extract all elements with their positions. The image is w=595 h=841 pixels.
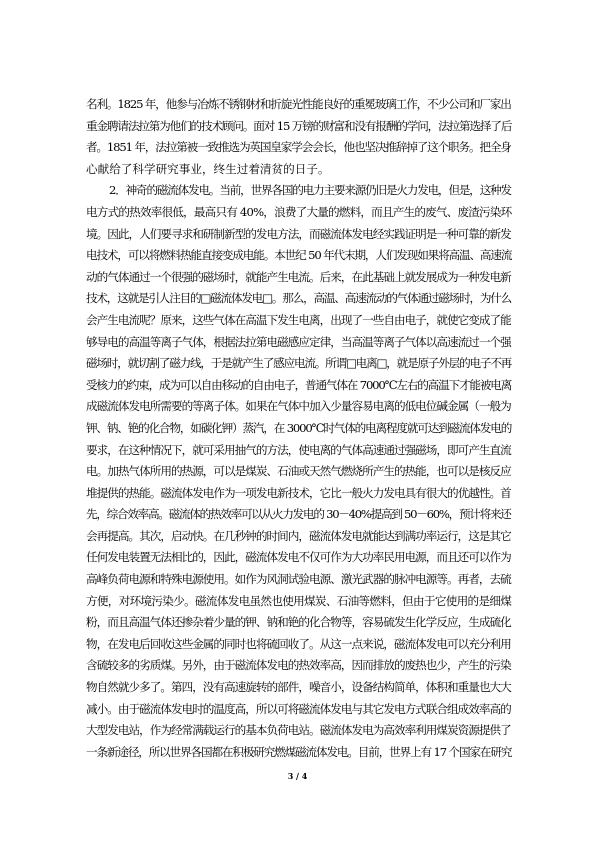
text-line: 够导电的高温等离子气体，根据法拉第电磁感应定律，当高温等离子气体以高速流过一个强 (86, 334, 511, 349)
text-line: 电。加热气体所用的热源，可以是煤炭、石油或天然气燃烧所产生的热能，也可以是核反应 (86, 464, 511, 479)
text-line: 境。因此，人们要寻求和研制新型的发电方法，而磁流体发电经实践证明是一种可靠的新发 (86, 226, 511, 241)
text-line: 电技术，可以将燃料热能直接变成电能。本世纪 50 年代末期，人们发现如果将高温、高速流 (86, 248, 512, 263)
page-body (86, 94, 511, 763)
text-line: 名利。1825 年，他参与冶炼不锈钢材和折旋光性能良好的重冕玻璃工作，不少公司和厂家出 (86, 97, 511, 111)
text-line: 2．神奇的磁流体发电。当前，世界各国的电力主要来源仍旧是火力发电，但是，这种发 (109, 183, 511, 198)
paragraph (86, 180, 511, 763)
text-line: 粉，而且高温气体还掺杂着少量的钾、钠和铯的化合物等，容易硫发生化学反应，生成硫化 (86, 615, 511, 630)
text-line: 钾、钠、铯的化合物，如碳化钾）蒸汽，在 3000℃时气体的电离程度就可达到磁流体发电的 (86, 420, 512, 435)
text-line: 一条新途径，所以世界各国都在积极研究燃煤磁流体发电。目前，世界上有 17 个国家在研究 (86, 744, 512, 759)
text-line: 先，综合效率高。磁流体的热效率可以从火力发电的 30－40%提高到 50－60%，预计将来还 (86, 507, 511, 522)
text-line: 物自然就少多了。第四，没有高速旋转的部件，噪音小，设备结构简单，体积和重量也大大 (86, 680, 511, 695)
paragraph (86, 94, 511, 180)
text-line: 要求，在这种情况下，就可采用抽气的方法，使电离的气体高速通过强磁场，即可产生直流 (86, 442, 511, 457)
text-line: 含硫较多的劣质煤。另外，由于磁流体发电的热效率高，因而排放的废热也少，产生的污染 (86, 658, 511, 673)
text-line: 磁场时，就切割了磁力线，于是就产生了感应电流。所谓□电离□，就是原子外层的电子不再 (86, 356, 512, 371)
text-line: 会产生电流呢？原来，这些气体在高温下发生电离，出现了一些自由电子，就使它变成了能 (86, 312, 511, 327)
text-line: 动的气体通过一个很强的磁场时，就能产生电流。后来，在此基础上就发展成为一种发电新 (86, 269, 511, 284)
text-line: 成磁流体发电所需要的等离子体。如果在气体中加入少量容易电离的低电位碱金属（一般为 (86, 399, 511, 414)
text-line: 高峰负荷电源和特殊电源使用。如作为风洞试验电源、激光武器的脉冲电源等。再者，去硫 (86, 572, 511, 587)
text-line: 者。1851 年，法拉第被一致推选为英国皇家学会会长，他也坚决推辞掉了这个职务。把全身 (86, 140, 511, 155)
text-line: 心献给了科学研究事业，终生过着清贫的日子。 (86, 161, 330, 176)
text-line: 大型发电站，作为经常满载运行的基本负荷电站。磁流体发电为高效率利用煤炭资源提供了 (86, 723, 511, 738)
text-line: 电方式的热效率很低，最高只有 40%，浪费了大量的燃料，而且产生的废气、废渣污染环 (86, 204, 512, 219)
text-line: 技术，这就是引人注目的□磁流体发电□。那么，高温、高速流动的气体通过磁场时，为什么 (86, 291, 512, 306)
text-line: 任何发电装置无法相比的，因此，磁流体发电不仅可作为大功率民用电源，而且还可以作为 (86, 550, 511, 565)
page-number: 3 / 4 (287, 771, 308, 781)
text-line: 方便，对环境污染少。磁流体发电虽然也使用煤炭、石油等燃料，但由于它使用的是细煤 (86, 593, 512, 608)
text-line: 物，在发电后回收这些金属的同时也将硫回收了。从这一点来说，磁流体发电可以充分利用 (86, 636, 511, 651)
text-line: 会再提高。其次，启动快。在几秒钟的时间内，磁流体发电就能达到满功率运行，这是其它 (86, 528, 511, 543)
text-line: 堆提供的热能。磁流体发电作为一项发电新技术，它比一般火力发电具有很大的优越性。首 (86, 485, 511, 500)
text-line: 减小。由于磁流体发电时的温度高，所以可将磁流体发电与其它发电方式联合组成效率高的 (86, 701, 511, 716)
text-line: 受核力的约束，成为可以自由移动的自由电子，普通气体在 7000℃左右的高温下才能被电离 (86, 377, 512, 392)
text-line: 重金聘请法拉第为他们的技术顾问。面对 15 万镑的财富和没有报酬的学问，法拉第选择了后 (86, 118, 512, 133)
